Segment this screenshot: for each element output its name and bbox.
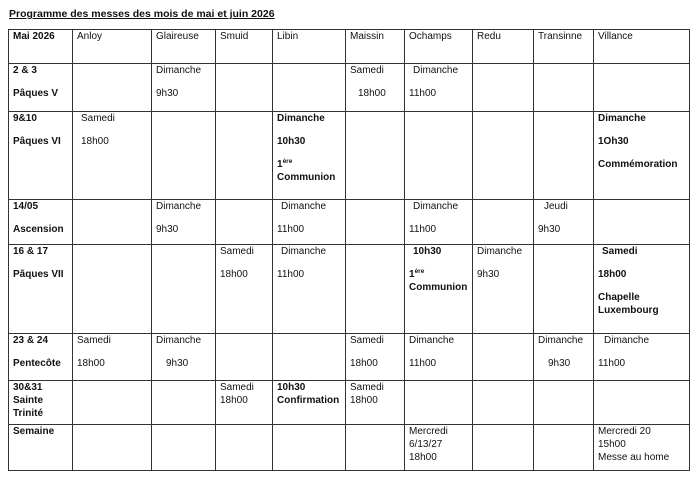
cell-glaireuse: [152, 381, 216, 425]
cell-smuid: [216, 245, 273, 334]
time: 10h30: [413, 246, 442, 257]
note: Communion: [277, 172, 336, 183]
cell-redu: [473, 381, 534, 425]
dates: 6/13/27: [409, 439, 443, 450]
cell-redu: [473, 334, 534, 381]
cell-libin: [273, 112, 346, 200]
day: Dimanche: [604, 335, 650, 346]
table-row: [9, 334, 690, 381]
cell-ochamps: [405, 381, 473, 425]
cell-glaireuse: [152, 200, 216, 245]
time: 11h00: [598, 358, 626, 369]
day: Dimanche: [281, 246, 327, 257]
cell-villance: [594, 425, 690, 471]
time: 9h30: [166, 358, 189, 369]
cell-villance: [594, 381, 690, 425]
day: Samedi: [81, 113, 115, 124]
cell-glaireuse: [152, 64, 216, 112]
date: Semaine: [13, 426, 55, 437]
header-ochamps: Ochamps: [405, 30, 473, 64]
header-redu: Redu: [473, 30, 534, 64]
feast: Ascension: [13, 224, 64, 235]
day: Dimanche: [156, 65, 202, 76]
cell-redu: [473, 245, 534, 334]
date: 14/05: [13, 201, 39, 212]
header-smuid: Smuid: [216, 30, 273, 64]
time: 18h00: [598, 269, 627, 280]
mass-schedule-table: [8, 29, 690, 471]
cell-redu: [473, 64, 534, 112]
cell-redu: [473, 200, 534, 245]
header-glaireuse: Glaireuse: [152, 30, 216, 64]
feast: Sainte: [13, 395, 44, 406]
day: Jeudi: [544, 201, 568, 212]
cell-villance: [594, 245, 690, 334]
feast: Pâques V: [13, 88, 59, 99]
note: Messe au home: [598, 452, 670, 463]
cell-maissin: [346, 381, 405, 425]
date-cell: [9, 64, 73, 112]
cell-libin: [273, 425, 346, 471]
cell-maissin: [346, 425, 405, 471]
time: 18h00: [81, 136, 109, 147]
header-transinne: Transinne: [534, 30, 594, 64]
feast: Pentecôte: [13, 358, 61, 369]
page-title: Programme des messes des mois de mai et juin 2026: [9, 8, 275, 20]
header-anloy: Anloy: [73, 30, 152, 64]
cell-smuid: [216, 112, 273, 200]
note: Luxembourg: [598, 305, 659, 316]
date-cell: [9, 245, 73, 334]
cell-anloy: [73, 245, 152, 334]
header-libin: Libin: [273, 30, 346, 64]
cell-smuid: [216, 381, 273, 425]
cell-ochamps: [405, 112, 473, 200]
cell-ochamps: [405, 334, 473, 381]
feast: Trinité: [13, 408, 44, 419]
day: Dimanche: [538, 335, 584, 346]
table-row: [9, 112, 690, 200]
time: 9h30: [156, 224, 179, 235]
time: 18h00: [77, 358, 105, 369]
time: 18h00: [358, 88, 386, 99]
time: 1Oh30: [598, 136, 629, 147]
time: 11h00: [409, 88, 437, 99]
cell-villance: [594, 200, 690, 245]
cell-ochamps: [405, 425, 473, 471]
table-row: [9, 245, 690, 334]
day: Dimanche: [477, 246, 523, 257]
cell-libin: [273, 200, 346, 245]
cell-maissin: [346, 64, 405, 112]
cell-anloy: [73, 64, 152, 112]
note: Confirmation: [277, 395, 340, 406]
cell-transinne: [534, 245, 594, 334]
note: Commémoration: [598, 159, 678, 170]
time: 11h00: [409, 224, 437, 235]
cell-glaireuse: [152, 334, 216, 381]
day: Dimanche: [156, 335, 202, 346]
time: 18h00: [350, 358, 378, 369]
day: Samedi: [220, 382, 254, 393]
ordinal: 1ère: [409, 268, 425, 280]
cell-transinne: [534, 200, 594, 245]
cell-anloy: [73, 425, 152, 471]
date-cell: [9, 112, 73, 200]
time: 18h00: [220, 269, 248, 280]
time: 18h00: [220, 395, 248, 406]
day: Samedi: [350, 65, 384, 76]
header-month: Mai 2026: [9, 30, 73, 64]
cell-ochamps: [405, 200, 473, 245]
day: Dimanche: [413, 65, 459, 76]
cell-maissin: [346, 334, 405, 381]
time: 15h00: [598, 439, 626, 450]
date: 9&10: [13, 113, 37, 124]
day: Samedi: [350, 382, 384, 393]
cell-maissin: [346, 245, 405, 334]
cell-smuid: [216, 425, 273, 471]
date: 16 & 17: [13, 246, 49, 257]
date-cell: [9, 425, 73, 471]
cell-transinne: [534, 425, 594, 471]
feast: Pâques VII: [13, 269, 64, 280]
cell-transinne: [534, 381, 594, 425]
date-cell: [9, 381, 73, 425]
cell-transinne: [534, 64, 594, 112]
note: Communion: [409, 282, 468, 293]
cell-anloy: [73, 112, 152, 200]
cell-transinne: [534, 334, 594, 381]
cell-libin: [273, 334, 346, 381]
date: 23 & 24: [13, 335, 49, 346]
date: 2 & 3: [13, 65, 37, 76]
date: 30&31: [13, 382, 43, 393]
cell-anloy: [73, 381, 152, 425]
table-row: [9, 425, 690, 471]
cell-smuid: [216, 200, 273, 245]
time: 9h30: [548, 358, 571, 369]
cell-maissin: [346, 112, 405, 200]
day: Dimanche: [413, 201, 459, 212]
cell-smuid: [216, 64, 273, 112]
cell-libin: [273, 245, 346, 334]
date-cell: [9, 200, 73, 245]
time: 9h30: [477, 269, 500, 280]
day: Dimanche: [281, 201, 327, 212]
cell-villance: [594, 112, 690, 200]
cell-anloy: [73, 334, 152, 381]
time: 18h00: [409, 452, 437, 463]
cell-glaireuse: [152, 245, 216, 334]
table-row: [9, 200, 690, 245]
ordinal: 1ère: [277, 158, 293, 170]
cell-libin: [273, 64, 346, 112]
time: 10h30: [277, 382, 306, 393]
cell-villance: [594, 334, 690, 381]
time: 11h00: [409, 358, 437, 369]
cell-transinne: [534, 112, 594, 200]
day: Dimanche: [156, 201, 202, 212]
cell-ochamps: [405, 64, 473, 112]
time: 11h00: [277, 224, 305, 235]
cell-anloy: [73, 200, 152, 245]
note: Chapelle: [598, 292, 640, 303]
cell-redu: [473, 425, 534, 471]
header-maissin: Maissin: [346, 30, 405, 64]
day: Samedi: [220, 246, 254, 257]
header-row: [9, 30, 690, 64]
day: Dimanche: [598, 113, 646, 124]
cell-libin: [273, 381, 346, 425]
date-cell: [9, 334, 73, 381]
time: 18h00: [350, 395, 378, 406]
time: 10h30: [277, 136, 306, 147]
day: Mercredi 20: [598, 426, 651, 437]
cell-ochamps: [405, 245, 473, 334]
cell-smuid: [216, 334, 273, 381]
cell-glaireuse: [152, 425, 216, 471]
day: Samedi: [350, 335, 384, 346]
cell-villance: [594, 64, 690, 112]
feast: Pâques VI: [13, 136, 61, 147]
cell-redu: [473, 112, 534, 200]
header-villance: Villance: [594, 30, 690, 64]
day: Samedi: [602, 246, 638, 257]
time: 9h30: [156, 88, 179, 99]
day: Dimanche: [409, 335, 455, 346]
table-row: [9, 64, 690, 112]
time: 11h00: [277, 269, 305, 280]
time: 9h30: [538, 224, 561, 235]
day: Mercredi: [409, 426, 448, 437]
day: Samedi: [77, 335, 111, 346]
day: Dimanche: [277, 113, 325, 124]
table-row: [9, 381, 690, 425]
cell-maissin: [346, 200, 405, 245]
cell-glaireuse: [152, 112, 216, 200]
